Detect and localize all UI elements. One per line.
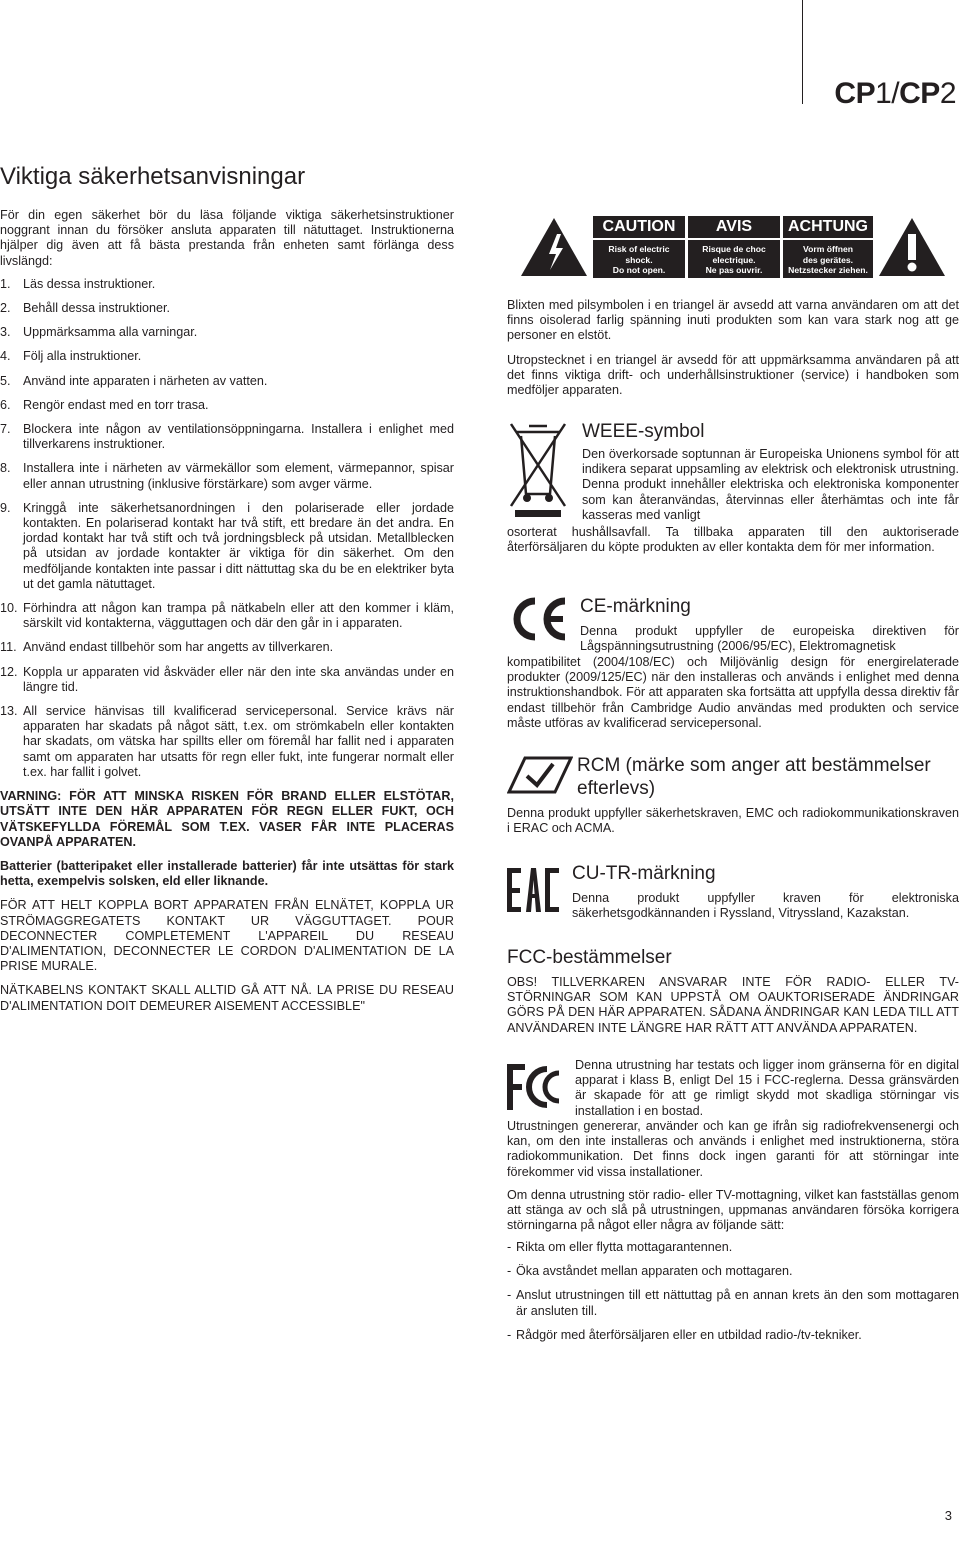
cutr-text: Denna produkt uppfyller kraven för elektroniska säkerhetsgodkännanden i Ryssland, Vitryssland, Kazakstan. <box>572 891 959 921</box>
instruction-text: Installera inte i närheten av värmekällor som element, värmepannor, spisar eller annan utrustning (inklusive förstärkare) som avger värme. <box>23 461 454 491</box>
fcc-para2: Om denna utrustning stör radio- eller TV-mottagning, vilket kan fastställas genom att stänga av och slå på utrustningen, uppmanas användaren försöka korrigera störningarna på något eller några av följande sätt: <box>507 1188 959 1233</box>
lightning-triangle-icon <box>519 216 589 278</box>
caution-label: CAUTION Risk of electric shock. Do not open. <box>593 216 685 278</box>
instruction-number: 12. <box>0 664 18 679</box>
instruction-text: Följ alla instruktioner. <box>23 349 142 364</box>
instruction-item <box>0 349 454 364</box>
disconnect-text: FÖR ATT HELT KOPPLA BORT APPARATEN FRÅN ELNÄTET, KOPPLA UR STRÖMAGGREGATETS KONTAKT UR VÄGGUTTAGET. POUR DECONNECTER COMPLETEMENT L'APPAREIL DU RESEAU D'ALIMENTATION, DECONNECTER LE CORDON D'ALIMENTATION DE LA PRISE MURALE. <box>0 898 454 974</box>
instruction-item <box>0 325 454 340</box>
eac-mark-icon <box>507 866 559 914</box>
avis-label: AVIS Risque de choc electrique. Ne pas ouvrir. <box>688 216 780 278</box>
instruction-number: 11. <box>0 640 17 655</box>
fcc-title: FCC-bestämmelser <box>507 947 672 968</box>
header-divider <box>802 0 803 104</box>
fcc-bullet-text: Rådgör med återförsäljaren eller en utbildad radio-/tv-tekniker. <box>516 1327 862 1342</box>
fcc-bullet-text: Anslut utrustningen till ett nättuttag på en annan krets än den som mottagaren är ansluten till. <box>516 1288 959 1318</box>
bullet-mark: - <box>507 1240 512 1254</box>
instruction-number: 6. <box>0 397 11 412</box>
rcm-text: Denna produkt uppfyller säkerhetskraven, EMC och radiokommunikationskraven i ERAC och ACMA. <box>507 806 959 836</box>
instruction-text: Använd endast tillbehör som har angetts av tillverkaren. <box>23 640 334 655</box>
ce-mark-icon <box>507 596 569 642</box>
instruction-text: All service hänvisas till kvalificerad servicepersonal. Service krävs när apparaten har skadats på något sätt, t.ex. om strömkabeln eller kontakten har skadats, om vätska har spillts eller om föremål har fallit ned i apparaten samt om apparaten har utsatts för regn eller fukt, inte fungerar normalt eller t.ex. har fallit i golvet. <box>23 704 454 779</box>
fcc-logo-icon <box>507 1062 567 1112</box>
warning-text: VARNING: FÖR ATT MINSKA RISKEN FÖR BRAND ELLER ELSTÖTAR, UTSÄTT INTE DEN HÄR APPARATEN FÖR REGN ELLER FUKT, OCH VÄTSKEFYLLDA FÖREMÅL SOM T.EX. VASER FÅR INTE PLACERAS OVANPÅ APPARATEN. <box>0 789 454 849</box>
instruction-text: Läs dessa instruktioner. <box>23 276 156 291</box>
instruction-text: Kringgå inte säkerhetsanordningen i den polariserade eller jordade kontakten. En polariserad kontakt har två stift, ett bredare än det andra. En jordad kontakt har två stift och två jordningsbleck på utsidan. Metallblecken på utsidan av jordade kontakter är viktiga för din säkerhet. Om den medföljande kontakten inte passar i ditt nättuttag ska du be en elektriker byta ut det gamla nätuttaget. <box>23 500 454 591</box>
instruction-list <box>0 277 454 780</box>
instruction-text: Koppla ur apparaten vid åskväder eller när den inte ska användas under en längre tid. <box>23 664 454 694</box>
fcc-text-narrow: Denna utrustning har testats och ligger inom gränserna för en digital apparat i klass B, enligt Del 15 i FCC-reglerna. Dessa gränsvärden är skapade för att ge rimligt skydd mot skadliga störningar vis installation i en bostad. <box>575 1058 959 1118</box>
ce-text-wide: kompatibilitet (2004/108/EC) och Miljövänlig design för energirelaterade produkter (2009/125/EC) när den installeras och används i enlighet med denna instruktionshandbok. För att apparaten ska fortsätta att uppfylla dessa direktiv får endast tillbehör från Cambridge Audio användas med produkten och service måste utföras av kvalificerad servicepersonal. <box>507 655 959 730</box>
fcc-warning: OBS! TILLVERKAREN ANSVARAR INTE FÖR RADIO- ELLER TV-STÖRNINGAR SOM KAN UPPSTÅ OM OAUKTORISERADE ÄNDRINGAR GÖRS PÅ DEN HÄR APPARATEN. SÅDANA ÄNDRINGAR KAN LEDA TILL ATT ANVÄNDAREN INTE LÄNGRE HAR RÄTT ATT ANVÄNDA APPARATEN. <box>507 975 959 1035</box>
instruction-item <box>0 665 454 695</box>
instruction-number: 3. <box>0 325 11 340</box>
instruction-text: Använd inte apparaten i närheten av vatten. <box>23 373 268 388</box>
weee-bin-icon <box>507 420 569 520</box>
achtung-label: ACHTUNG Vorm öffnen des gerätes. Netzstecker ziehen. <box>783 216 873 278</box>
weee-title: WEEE-symbol <box>582 421 705 442</box>
page-title: Viktiga säkerhetsanvisningar <box>0 163 306 190</box>
instruction-number: 9. <box>0 500 11 515</box>
page-number: 3 <box>944 1508 952 1523</box>
fcc-bullet-text: Öka avståndet mellan apparaten och mottagaren. <box>516 1264 793 1279</box>
exclamation-triangle-icon <box>877 216 947 278</box>
instruction-text: Rengör endast med en torr trasa. <box>23 397 209 412</box>
left-column <box>0 208 454 1023</box>
brand-logo: CP1/CP2 <box>834 77 956 110</box>
battery-text: Batterier (batteripaket eller installerade batterier) får inte utsättas för stark hetta, exempelvis solsken, eld eller liknande. <box>0 858 454 889</box>
fcc-bullet-text: Rikta om eller flytta mottagarantennen. <box>516 1240 733 1254</box>
instruction-item <box>0 501 454 592</box>
instruction-number: 8. <box>0 461 11 476</box>
instruction-item <box>0 640 454 655</box>
instruction-item <box>0 422 454 452</box>
instruction-item <box>0 277 454 292</box>
instruction-item <box>0 301 454 316</box>
instruction-number: 10. <box>0 601 18 616</box>
instruction-item <box>0 704 454 780</box>
cutr-title: CU-TR-märkning <box>572 863 716 884</box>
ce-text-narrow: Denna produkt uppfyller de europeiska direktiven för Lågspänningsutrustning (2006/95/EC), Elektromagnetisk <box>580 624 959 654</box>
rcm-title-line2: efterlevs) <box>577 778 656 799</box>
right-column <box>507 298 959 407</box>
instruction-number: 7. <box>0 422 11 437</box>
instruction-number: 4. <box>0 349 11 364</box>
fcc-bullet-item <box>507 1264 959 1279</box>
instruction-text: Behåll dessa instruktioner. <box>23 301 171 316</box>
weee-text-narrow: Den överkorsade soptunnan är Europeiska Unionens symbol för att indikera separat uppsamling av elektrisk och elektronisk utrustning. Denna produkt innehåller elektriska och elektroniska komponenter som kan återanvändas, återvinnas eller återhämtas och inte får kasseras med vanligt <box>582 447 959 522</box>
bullet-mark: - <box>507 1327 512 1342</box>
instruction-number: 2. <box>0 301 11 316</box>
instruction-text: Uppmärksamma alla varningar. <box>23 325 198 340</box>
bullet-mark: - <box>507 1288 512 1303</box>
lightning-description: Blixten med pilsymbolen i en triangel är avsedd att varna användaren om att det finns oisolerad farlig spänning inuti produkten som kan vara stark nog att ge personer en elstöt. <box>507 298 959 343</box>
accessible-text: NÄTKABELNS KONTAKT SKALL ALLTID GÅ ATT NÅ. LA PRISE DU RESEAU D'ALIMENTATION DOIT DEMEURER AISEMENT ACCESSIBLE" <box>0 983 454 1013</box>
caution-row <box>519 216 947 278</box>
rcm-title-line1: RCM (märke som anger att bestämmelser <box>577 755 931 776</box>
fcc-bullet-list <box>507 1240 959 1352</box>
bullet-mark: - <box>507 1264 512 1279</box>
instruction-number: 1. <box>0 276 11 291</box>
weee-text-wide: osorterat hushållsavfall. Ta tillbaka apparaten till den auktoriserade återförsäljaren du köpte produkten av eller kontakta dem för mer information. <box>507 525 959 555</box>
fcc-text-wide: Utrustningen genererar, använder och kan ge ifrån sig radiofrekvensenergi och kan, om den inte installeras och används i enlighet med instruktionerna, störa radiokommunikation. Det finns dock ingen garanti för att störningar inte förekommer vid vissa installationer. <box>507 1119 959 1179</box>
fcc-bullet-item <box>507 1240 959 1255</box>
exclamation-description: Utropstecknet i en triangel är avsedd för att uppmärksamma användaren på att det finns viktiga drift- och underhållsinstruktioner (service) i handboken som medföljer apparaten. <box>507 352 959 398</box>
fcc-bullet-item <box>507 1328 959 1343</box>
instruction-text: Förhindra att någon kan trampa på nätkabeln eller att den kommer i kläm, särskilt vid kontakterna, vägguttagen och där den går in i apparaten. <box>23 601 454 631</box>
rcm-mark-icon <box>507 756 573 794</box>
instruction-text: Blockera inte någon av ventilationsöppningarna. Installera i enlighet med tillverkarens instruktioner. <box>23 422 454 452</box>
intro-text: För din egen säkerhet bör du läsa följande viktiga säkerhetsinstruktioner noggrant innan du försöker ansluta apparaten till nätuttaget. Instruktionerna hjälper dig även att få bästa prestanda från enheten samt förlänga dess livslängd: <box>0 208 454 268</box>
instruction-item <box>0 374 454 389</box>
instruction-item <box>0 398 454 413</box>
instruction-number: 5. <box>0 373 11 388</box>
ce-title: CE-märkning <box>580 596 691 617</box>
instruction-item <box>0 461 454 491</box>
instruction-item <box>0 601 454 631</box>
fcc-bullet-item <box>507 1288 959 1318</box>
instruction-number: 13. <box>0 704 18 719</box>
